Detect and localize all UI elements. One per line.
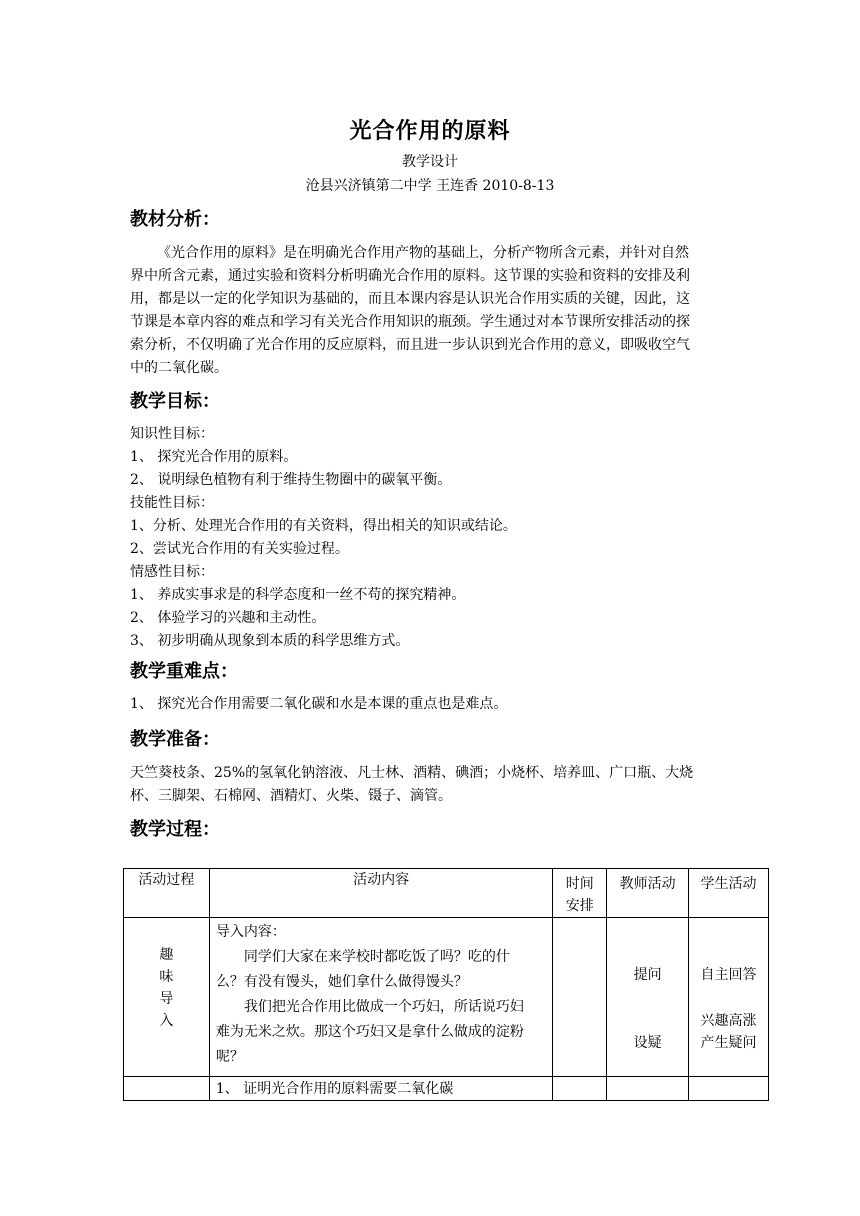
content-line: 呢？ bbox=[215, 1049, 244, 1065]
goal-line: 1、 养成实事求是的科学态度和一丝不苟的探究精神。 bbox=[130, 587, 466, 603]
header-student-cell bbox=[689, 869, 769, 918]
goal-line: 1、分析、处理光合作用的有关资料，得出相关的知识或结论。 bbox=[130, 518, 517, 534]
author-line: 沧县兴济镇第二中学 王连香 2010-8-13 bbox=[305, 178, 555, 194]
time-cell bbox=[553, 918, 607, 1077]
goal-line: 2、尝试光合作用的有关实验过程。 bbox=[130, 541, 349, 557]
analysis-line: 节课是本章内容的难点和学习有关光合作用知识的瓶颈。学生通过对本节课所安排活动的探 bbox=[130, 314, 690, 330]
stage-char: 趣 bbox=[159, 947, 174, 963]
process-table bbox=[123, 868, 769, 1101]
student-activity: 兴趣高涨 bbox=[700, 1013, 757, 1029]
table-header-row bbox=[124, 869, 769, 918]
header-content: 活动内容 bbox=[353, 872, 410, 888]
goal-line: 2、 说明绿色植物有利于维持生物圈中的碳氧平衡。 bbox=[130, 472, 452, 488]
content-line: 1、 证明光合作用的原料需要二氧化碳 bbox=[215, 1081, 454, 1097]
goal-line: 情感性目标： bbox=[130, 564, 214, 580]
teacher-activity-cell bbox=[607, 1077, 689, 1101]
content-line: 么？有没有馒头，她们拿什么做得馒头？ bbox=[215, 974, 468, 990]
stage-char: 导 bbox=[159, 991, 174, 1007]
teacher-activity: 提问 bbox=[633, 967, 662, 983]
page-title: 光合作用的原料 bbox=[349, 119, 511, 144]
difficulty-line: 1、 探究光合作用需要二氧化碳和水是本课的重点也是难点。 bbox=[130, 696, 508, 712]
heading-analysis: 教材分析： bbox=[130, 209, 220, 230]
content-line: 我们把光合作用比做成一个巧妇，所话说巧妇 bbox=[243, 999, 524, 1015]
stage-cell bbox=[124, 1077, 210, 1101]
header-time-line2: 安排 bbox=[565, 898, 594, 914]
stage-char: 味 bbox=[159, 969, 174, 985]
heading-preparation: 教学准备： bbox=[130, 729, 220, 750]
table-row bbox=[124, 1077, 769, 1101]
stage-cell bbox=[124, 918, 210, 1077]
analysis-line: 《光合作用的原料》是在明确光合作用产物的基础上，分析产物所含元素，并针对自然 bbox=[157, 245, 689, 261]
time-cell bbox=[553, 1077, 607, 1101]
goal-line: 2、 体验学习的兴趣和主动性。 bbox=[130, 610, 326, 626]
heading-goals: 教学目标： bbox=[130, 391, 220, 412]
content-cell bbox=[209, 918, 552, 1077]
header-content-cell bbox=[209, 869, 552, 918]
header-stage-cell bbox=[124, 869, 210, 918]
student-activity-cell bbox=[689, 918, 769, 1077]
goal-line: 技能性目标： bbox=[130, 495, 214, 511]
header-student: 学生活动 bbox=[700, 876, 757, 892]
header-time-line1: 时间 bbox=[565, 876, 594, 892]
header-stage: 活动过程 bbox=[138, 872, 195, 888]
heading-difficulties: 教学重难点： bbox=[130, 661, 238, 682]
goal-line: 1、 探究光合作用的原料。 bbox=[130, 449, 298, 465]
analysis-line: 用，都是以一定的化学知识为基础的，而且本课内容是认识光合作用实质的关键，因此，这 bbox=[130, 291, 690, 307]
header-teacher: 教师活动 bbox=[619, 876, 676, 892]
student-activity-cell bbox=[689, 1077, 769, 1101]
content-cell bbox=[209, 1077, 552, 1101]
student-activity: 产生疑问 bbox=[700, 1035, 757, 1051]
table-row bbox=[124, 918, 769, 1077]
content-line: 难为无米之炊。那这个巧妇又是拿什么做成的淀粉 bbox=[215, 1024, 524, 1040]
teacher-activity-cell bbox=[607, 918, 689, 1077]
preparation-line: 天竺葵枝条、25%的氢氧化钠溶液、凡士林、酒精、碘酒；小烧杯、培养皿、广口瓶、大烧 bbox=[130, 765, 694, 781]
goal-line: 知识性目标： bbox=[130, 426, 214, 442]
stage-char: 入 bbox=[159, 1013, 174, 1029]
preparation-line: 杯、三脚架、石棉网、酒精灯、火柴、镊子、滴管。 bbox=[130, 788, 452, 804]
header-teacher-cell bbox=[607, 869, 689, 918]
analysis-line: 索分析，不仅明确了光合作用的反应原料，而且进一步认识到光合作用的意义，即吸收空气 bbox=[130, 337, 690, 353]
header-time-cell bbox=[553, 869, 607, 918]
document-subtitle: 教学设计 bbox=[402, 154, 458, 170]
heading-process: 教学过程： bbox=[130, 819, 220, 840]
content-line: 同学们大家在来学校时都吃饭了吗？吃的什 bbox=[243, 949, 510, 965]
student-activity: 自主回答 bbox=[700, 967, 757, 983]
goal-line: 3、 初步明确从现象到本质的科学思维方式。 bbox=[130, 633, 410, 649]
content-line: 导入内容： bbox=[215, 924, 286, 940]
analysis-line: 中的二氧化碳。 bbox=[130, 360, 228, 376]
analysis-line: 界中所含元素，通过实验和资料分析明确光合作用的原料。这节课的实验和资料的安排及利 bbox=[130, 268, 690, 284]
teacher-activity: 设疑 bbox=[633, 1035, 662, 1051]
